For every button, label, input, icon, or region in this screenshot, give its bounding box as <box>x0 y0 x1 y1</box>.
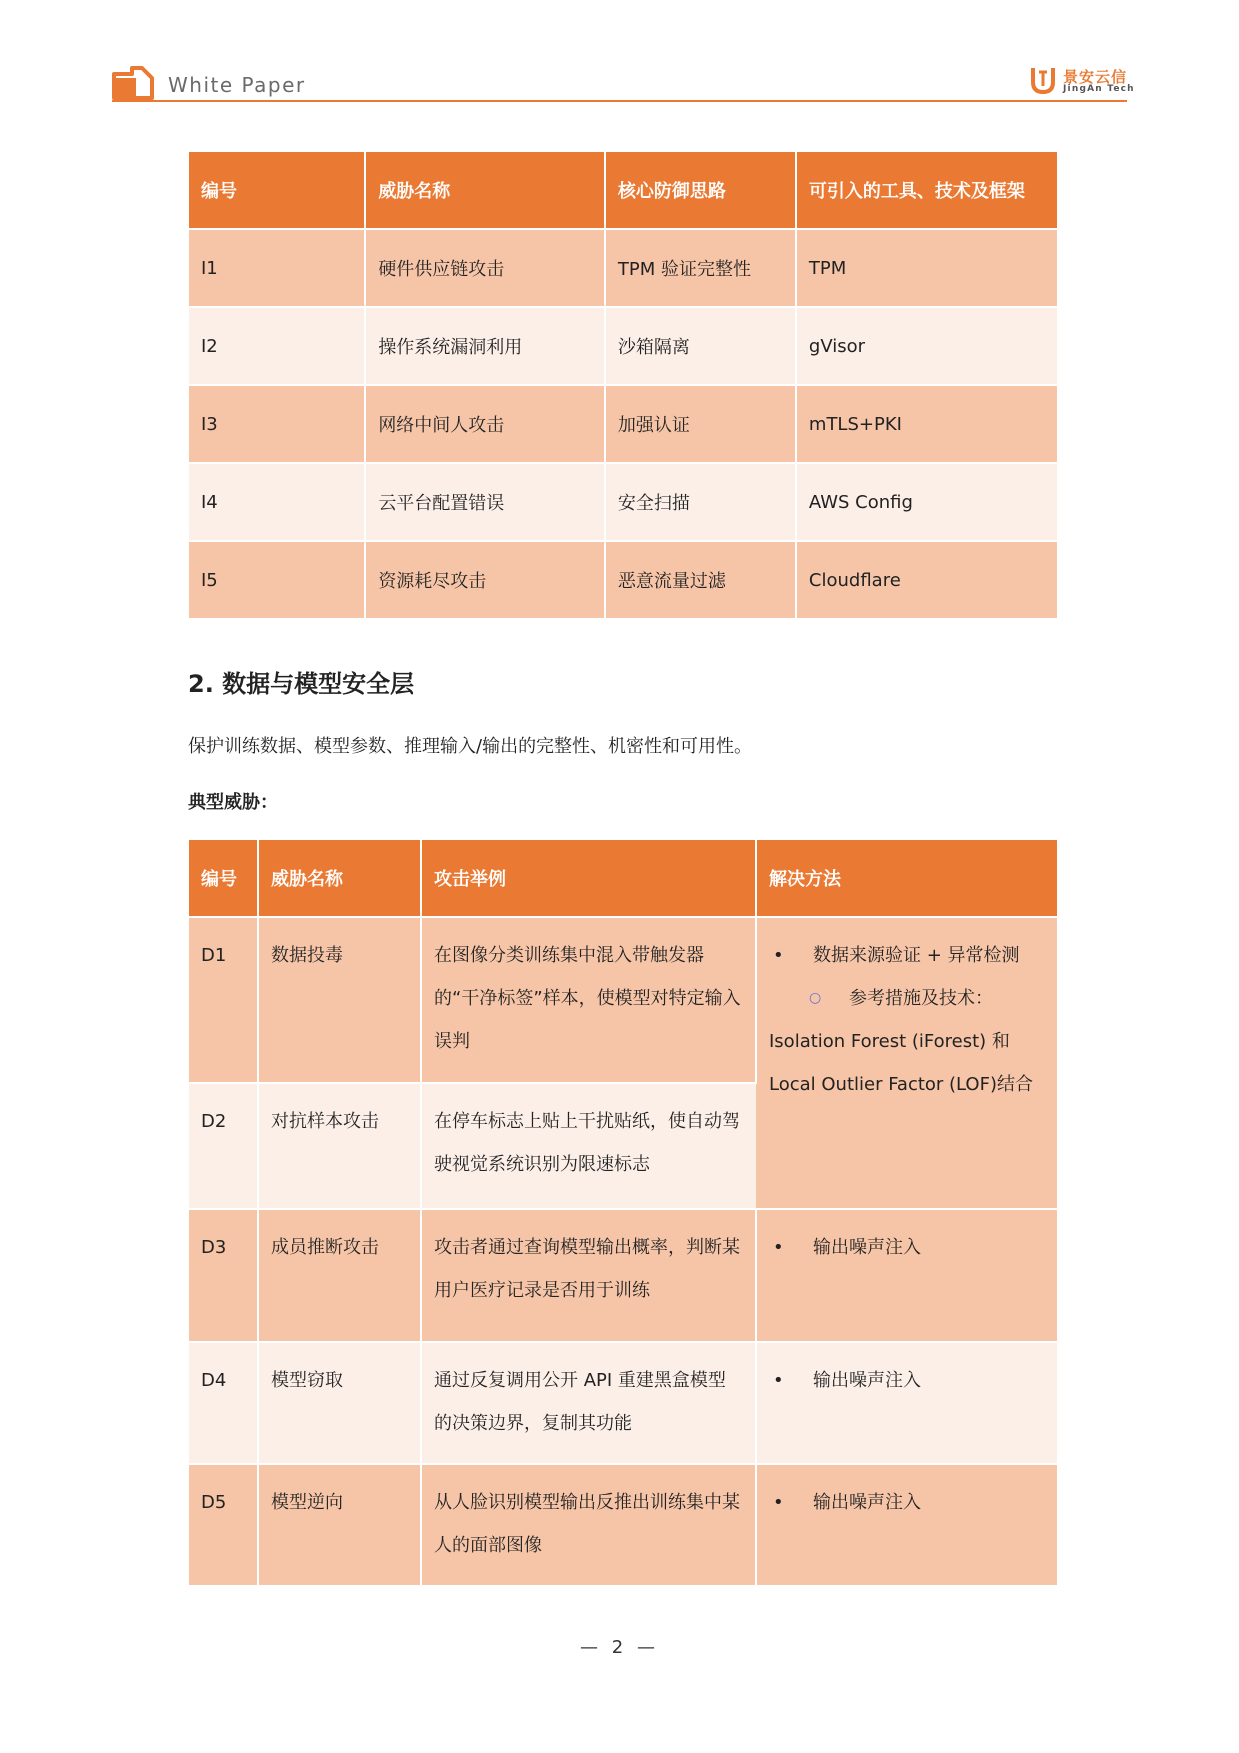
bullet-icon: • <box>773 1370 784 1391</box>
table-cell: 模型逆向 <box>258 1464 421 1586</box>
section-title: 2. 数据与模型安全层 <box>188 670 415 698</box>
table-row <box>189 307 1057 385</box>
solution-text: 输出噪声注入 <box>813 1237 921 1258</box>
table-cell: 从人脸识别模型输出反推出训练集中某人的面部图像 <box>421 1464 756 1586</box>
solution-text: 输出噪声注入 <box>813 1492 921 1513</box>
header-cell: 编号 <box>189 840 258 917</box>
table-cell: D5 <box>189 1464 258 1586</box>
brand-name-en: JingAn Tech <box>1063 84 1135 94</box>
table-cell: 攻击者通过查询模型输出概率，判断某用户医疗记录是否用于训练 <box>421 1209 756 1342</box>
table-row <box>189 1342 1057 1464</box>
threats-subheading: 典型威胁： <box>188 792 278 813</box>
header-cell: 可引入的工具、技术及框架 <box>796 152 1057 229</box>
table-cell <box>756 1464 1057 1586</box>
list-item <box>769 1481 1045 1524</box>
list-item <box>769 1359 1045 1402</box>
table-cell: I5 <box>189 541 365 619</box>
section-paragraph: 保护训练数据、模型参数、推理输入/输出的完整性、机密性和可用性。 <box>188 736 753 757</box>
table-cell: mTLS+PKI <box>796 385 1057 463</box>
table-cell: D2 <box>189 1083 258 1209</box>
header-cell: 攻击举例 <box>421 840 756 917</box>
table-cell: 硬件供应链攻击 <box>365 229 605 307</box>
bullet-icon: • <box>773 1492 784 1513</box>
list-item <box>769 1226 1045 1269</box>
bullet-icon: • <box>773 945 784 966</box>
infrastructure-threat-table <box>189 152 1057 620</box>
table-row <box>189 463 1057 541</box>
table-cell: I3 <box>189 385 365 463</box>
table-cell: 成员推断攻击 <box>258 1209 421 1342</box>
list-item <box>769 934 1045 977</box>
header-cell: 核心防御思路 <box>605 152 796 229</box>
table-cell: I4 <box>189 463 365 541</box>
table-row <box>189 1209 1057 1342</box>
table-cell: D1 <box>189 917 258 1083</box>
table-cell: 模型窃取 <box>258 1342 421 1464</box>
table-cell: I2 <box>189 307 365 385</box>
table-cell: 云平台配置错误 <box>365 463 605 541</box>
table-cell: TPM 验证完整性 <box>605 229 796 307</box>
merged-solution-cell <box>756 917 1057 1209</box>
table-row <box>189 541 1057 619</box>
header-cell: 编号 <box>189 152 365 229</box>
table-cell: 数据投毒 <box>258 917 421 1083</box>
table-row <box>189 385 1057 463</box>
header-cell: 威胁名称 <box>365 152 605 229</box>
solution-text: 数据来源验证 + 异常检测 <box>813 945 1020 966</box>
table-cell: 操作系统漏洞利用 <box>365 307 605 385</box>
table-header-row <box>189 152 1057 229</box>
table-cell: 在图像分类训练集中混入带触发器的“干净标签”样本，使模型对特定输入误判 <box>421 917 756 1083</box>
table-cell: 通过反复调用公开 API 重建黑盒模型的决策边界，复制其功能 <box>421 1342 756 1464</box>
header-divider <box>112 100 1127 102</box>
circle-bullet-icon: ○ <box>809 990 822 1006</box>
bullet-icon: • <box>773 1237 784 1258</box>
sub-text: Isolation Forest (iForest) 和 Local Outlier Factor (LOF)结合 <box>769 1031 1033 1095</box>
table-cell: 网络中间人攻击 <box>365 385 605 463</box>
table-cell: gVisor <box>796 307 1057 385</box>
table-cell: I1 <box>189 229 365 307</box>
table-cell: 对抗样本攻击 <box>258 1083 421 1209</box>
header-title: White Paper <box>168 73 306 97</box>
table-row <box>189 1464 1057 1586</box>
table-cell: 安全扫描 <box>605 463 796 541</box>
table-cell: D3 <box>189 1209 258 1342</box>
table-cell: 沙箱隔离 <box>605 307 796 385</box>
header-cell: 解决方法 <box>756 840 1057 917</box>
table-cell: 加强认证 <box>605 385 796 463</box>
jingan-logo-icon <box>1027 64 1059 96</box>
list-item <box>769 977 1045 1020</box>
solution-text: 输出噪声注入 <box>813 1370 921 1391</box>
table-cell: TPM <box>796 229 1057 307</box>
table-header-row <box>189 840 1057 917</box>
table-cell: Cloudflare <box>796 541 1057 619</box>
document-fold-icon <box>112 66 154 100</box>
brand-logo <box>1027 62 1135 98</box>
page-number: — 2 — <box>580 1637 659 1658</box>
table-cell: D4 <box>189 1342 258 1464</box>
table-cell <box>756 1209 1057 1342</box>
table-cell: 恶意流量过滤 <box>605 541 796 619</box>
table-cell: 在停车标志上贴上干扰贴纸，使自动驾驶视觉系统识别为限速标志 <box>421 1083 756 1209</box>
table-row <box>189 229 1057 307</box>
sub-label: 参考措施及技术： <box>849 988 993 1009</box>
brand-name-cn: 景安云信 <box>1063 68 1128 86</box>
table-cell: AWS Config <box>796 463 1057 541</box>
header-cell: 威胁名称 <box>258 840 421 917</box>
table-row <box>189 917 1057 1083</box>
data-model-threat-table <box>189 840 1057 1587</box>
table-cell: 资源耗尽攻击 <box>365 541 605 619</box>
table-cell <box>756 1342 1057 1464</box>
